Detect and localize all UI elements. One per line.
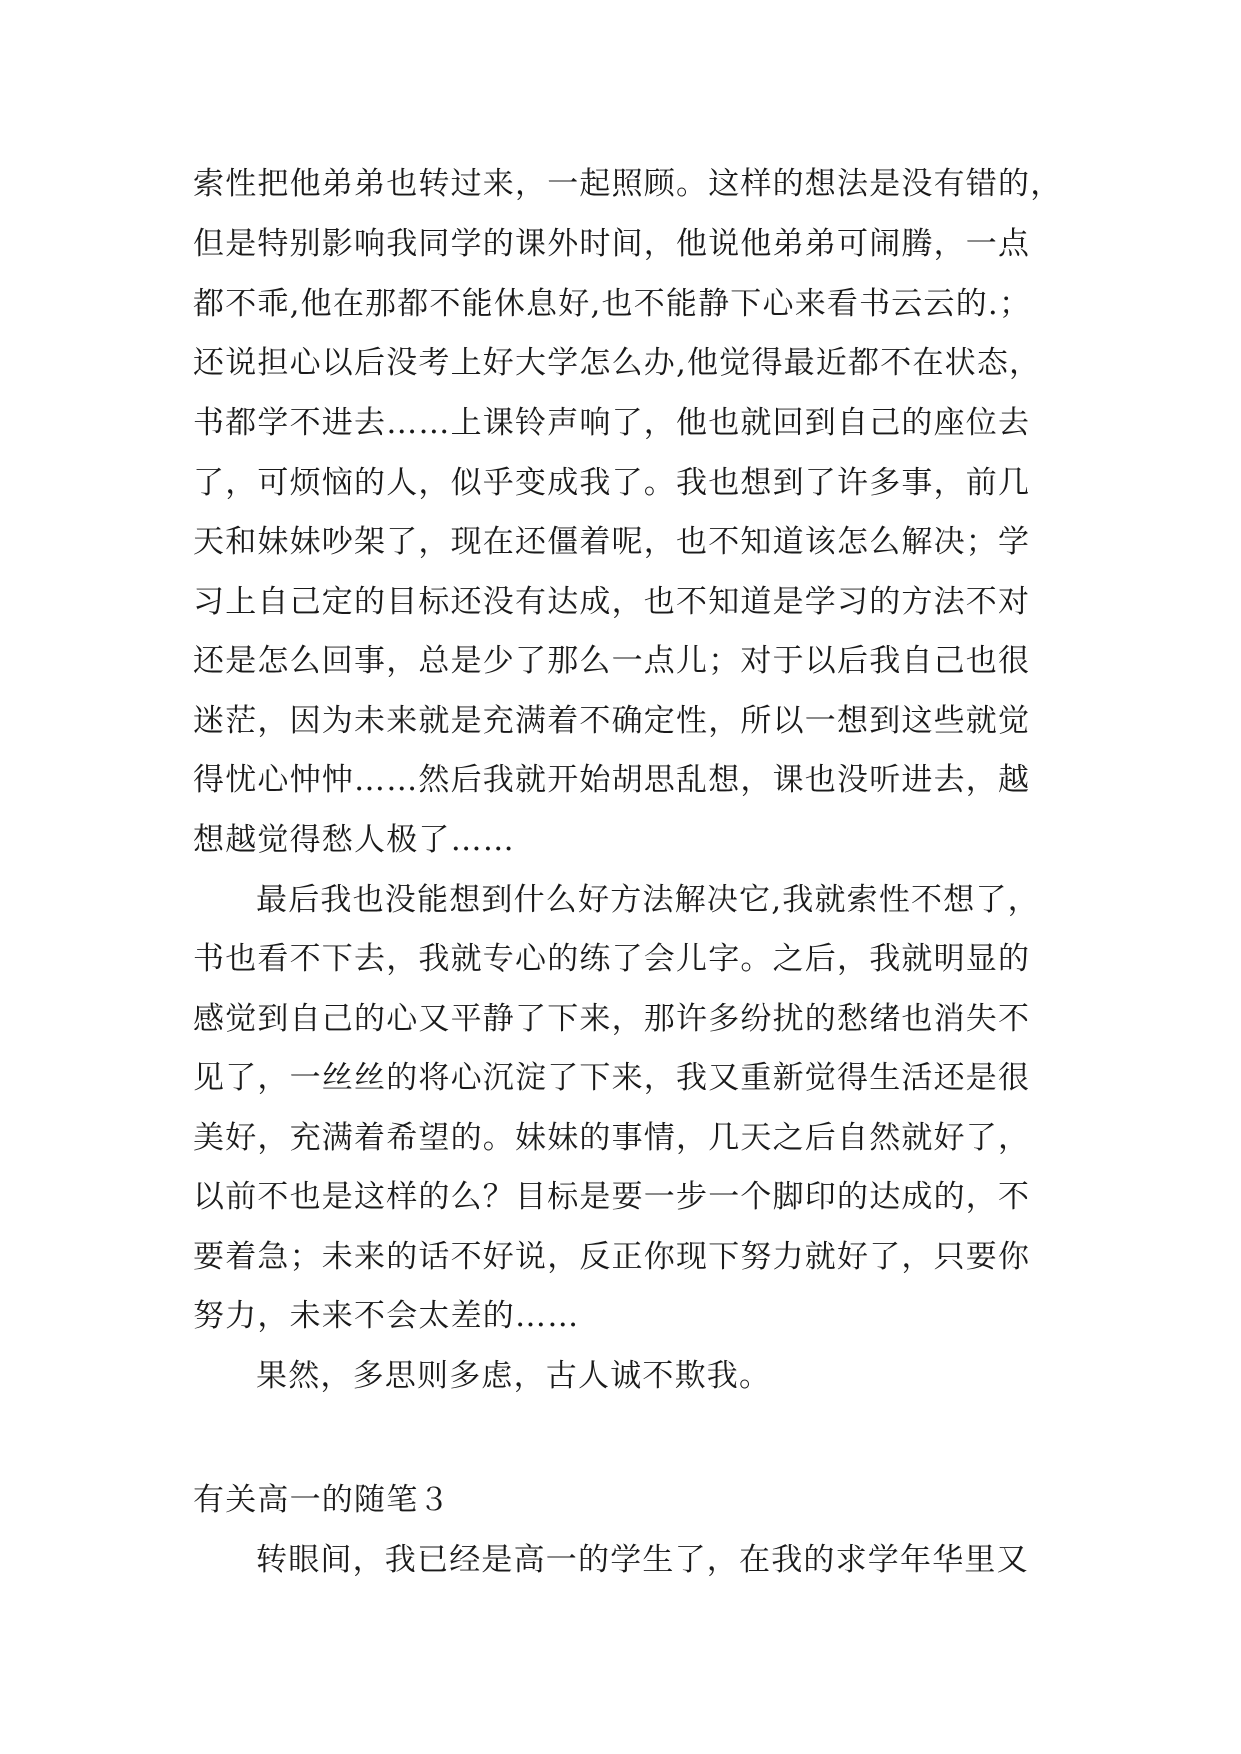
paragraph-line: 都不乖,他在那都不能休息好,也不能静下心来看书云云的.； [193,286,1032,322]
paragraph-line: 美好，充满着希望的。妹妹的事情，几天之后自然就好了， [193,1120,1031,1156]
paragraph-line: 但是特别影响我同学的课外时间，他说他弟弟可闹腾，一点 [193,226,1031,262]
paragraph-line: 努力，未来不会太差的…… [193,1298,580,1334]
paragraph-line: 索性把他弟弟也转过来，一起照顾。这样的想法是没有错的， [193,166,1063,202]
paragraph-line: 了，可烦恼的人，似乎变成我了。我也想到了许多事，前几 [193,465,1031,501]
paragraph-line: 还说担心以后没考上好大学怎么办,他觉得最近都不在状态， [193,345,1042,381]
section-heading: 有关高一的随笔３ [193,1482,451,1518]
paragraph-line: 还是怎么回事，总是少了那么一点儿；对于以后我自己也很 [193,643,1031,679]
paragraph-line: 转眼间，我已经是高一的学生了，在我的求学年华里又 [256,1542,1029,1578]
paragraph-line: 以前不也是这样的么？目标是要一步一个脚印的达成的，不 [193,1179,1031,1215]
paragraph-line: 天和妹妹吵架了，现在还僵着呢，也不知道该怎么解决；学 [193,524,1031,560]
paragraph-line: 书也看不下去，我就专心的练了会儿字。之后，我就明显的 [193,941,1031,977]
paragraph-line: 果然，多思则多虑，古人诚不欺我。 [256,1358,772,1394]
paragraph-line: 最后我也没能想到什么好方法解决它,我就索性不想了， [256,882,1040,918]
paragraph-line: 书都学不进去……上课铃声响了，他也就回到自己的座位去 [193,405,1031,441]
paragraph-line: 见了，一丝丝的将心沉淀了下来，我又重新觉得生活还是很 [193,1060,1031,1096]
paragraph-line: 感觉到自己的心又平静了下来，那许多纷扰的愁绪也消失不 [193,1001,1031,1037]
paragraph-line: 迷茫，因为未来就是充满着不确定性，所以一想到这些就觉 [193,703,1031,739]
paragraph-line: 想越觉得愁人极了…… [193,822,515,858]
paragraph-line: 得忧心忡忡……然后我就开始胡思乱想，课也没听进去，越 [193,762,1031,798]
paragraph-line: 要着急；未来的话不好说，反正你现下努力就好了，只要你 [193,1239,1031,1275]
paragraph-line: 习上自己定的目标还没有达成，也不知道是学习的方法不对 [193,584,1031,620]
